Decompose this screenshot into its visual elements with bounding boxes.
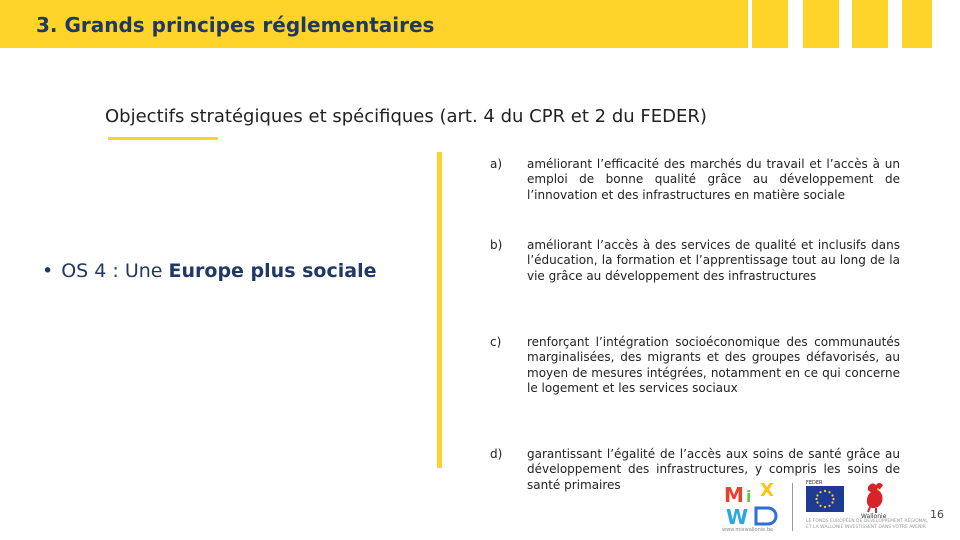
logo-caption-line1: LE FONDS EUROPÉEN DE DÉVELOPPEMENT RÉGIONAL <box>806 519 928 524</box>
eu-flag-icon <box>806 486 844 512</box>
objective-bullet <box>42 260 376 282</box>
objective-item-c <box>490 335 900 396</box>
logo-caption-line2: ET LA WALLONIE INVESTISSENT DANS VOTRE AVENIR <box>806 525 926 530</box>
item-letter: b) <box>490 238 503 252</box>
item-letter: c) <box>490 335 502 349</box>
header-square <box>752 0 788 48</box>
item-text: garantissant l’égalité de l’accès aux soins de santé grâce au développement des infrastructures, y compris les soins de santé primaires <box>527 447 900 492</box>
logo-divider <box>792 483 793 531</box>
subtitle-underline <box>108 137 218 140</box>
bullet-bold: Europe plus sociale <box>168 260 377 282</box>
logo-caption <box>806 519 928 531</box>
mix-letter-x: X <box>760 480 774 501</box>
bullet-dot-icon: • <box>42 260 54 282</box>
vertical-divider <box>437 152 442 468</box>
objective-item-a <box>490 157 900 203</box>
objective-item-b <box>490 238 900 284</box>
mix-letter-m: M <box>724 483 744 507</box>
eu-label: FEDER <box>806 480 823 486</box>
svg-text:i: i <box>746 487 752 506</box>
item-letter: d) <box>490 447 503 461</box>
wallonie-rooster-icon <box>858 479 894 515</box>
item-text: améliorant l’efficacité des marchés du travail et l’accès à un emploi de bonne qualité grâce au développement de l’innovation et des infrastructures en matière sociale <box>527 157 900 202</box>
header-square <box>902 0 932 48</box>
item-text: améliorant l’accès à des services de qualité et inclusifs dans l’éducation, la formation et l’apprentissage tout au long de la vie grâce au développement des infrastructures <box>527 238 900 283</box>
header-square <box>852 0 888 48</box>
item-letter: a) <box>490 157 503 171</box>
mix-logo <box>722 480 782 530</box>
wallonie-label: Wallonie <box>861 513 887 520</box>
header-bar <box>0 0 748 48</box>
header-square <box>803 0 839 48</box>
mix-url: www.mixwallonie.be <box>722 527 774 533</box>
mix-letter-w: W <box>726 505 749 529</box>
slide-subtitle: Objectifs stratégiques et spécifiques (art. 4 du CPR et 2 du FEDER) <box>105 106 707 127</box>
item-text: renforçant l’intégration socioéconomique des communautés marginalisées, des migrants et des groupes défavorisés, au moyen de mesures intégrées, notamment en ce qui concerne le logement et les services sociaux <box>527 335 900 395</box>
slide-title: 3. Grands principes réglementaires <box>36 13 435 37</box>
bullet-prefix: OS 4 : Une <box>61 260 169 282</box>
page-number: 16 <box>930 508 944 521</box>
